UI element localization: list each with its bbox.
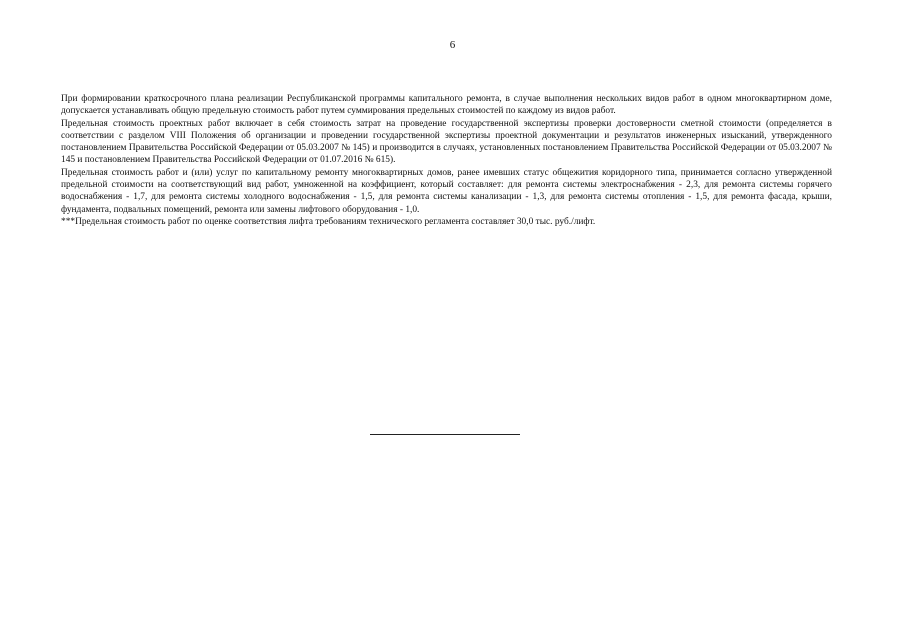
paragraph-elevator-assessment-note: ***Предельная стоимость работ по оценке соответствия лифта требованиям технического регламента составляет 30,0 тыс. руб./лифт. <box>61 216 596 227</box>
paragraph-design-work-cost-note: Предельная стоимость проектных работ включает в себя стоимость затрат на проведение государственной экспертизы проверки достоверности сметной стоимости (определяется в соответствии с разделом VIII Положения об организации и проведении государственной экспертизы проектной документации и результатов инженерных изысканий, утвержденного постановлением Правительства Российской Федерации от 05.03.2007 № 145) и производится в случаях, установленных постановлением Правительства Российской Федерации от 05.03.2007 № 145 и постановлением Правительства Российской Федерации от 01.07.2016 № 615). <box>61 118 832 166</box>
paragraph-combined-cost-note: При формировании краткосрочного плана реализации Республиканской программы капитального ремонта, в случае выполнения нескольких видов работ в одном многоквартирном доме, допускается устанавливать общую предельную стоимость работ путем суммирования предельных стоимостей по каждому из видов работ. <box>61 94 832 117</box>
footnote-text-block <box>61 93 832 228</box>
page-number: 6 <box>449 39 456 51</box>
end-separator-line <box>370 434 520 435</box>
paragraph-dormitory-coefficient-note: Предельная стоимость работ и (или) услуг по капитальному ремонту многоквартирных домов, ранее имевших статус общежития коридорного типа, принимается согласно утвержденной предельной стоимости на соответствующий вид работ, умноженной на коэффициент, который составляет: для ремонта системы электроснабжения - 2,3, для ремонта системы горячего водоснабжения - 1,7, для ремонта системы холодного водоснабжения - 1,5, для ремонта системы канализации - 1,3, для ремонта системы отопления - 1,5, для ремонта фасада, крыши, фундамента, подвальных помещений, ремонта или замены лифтового оборудования - 1,0. <box>61 167 832 215</box>
